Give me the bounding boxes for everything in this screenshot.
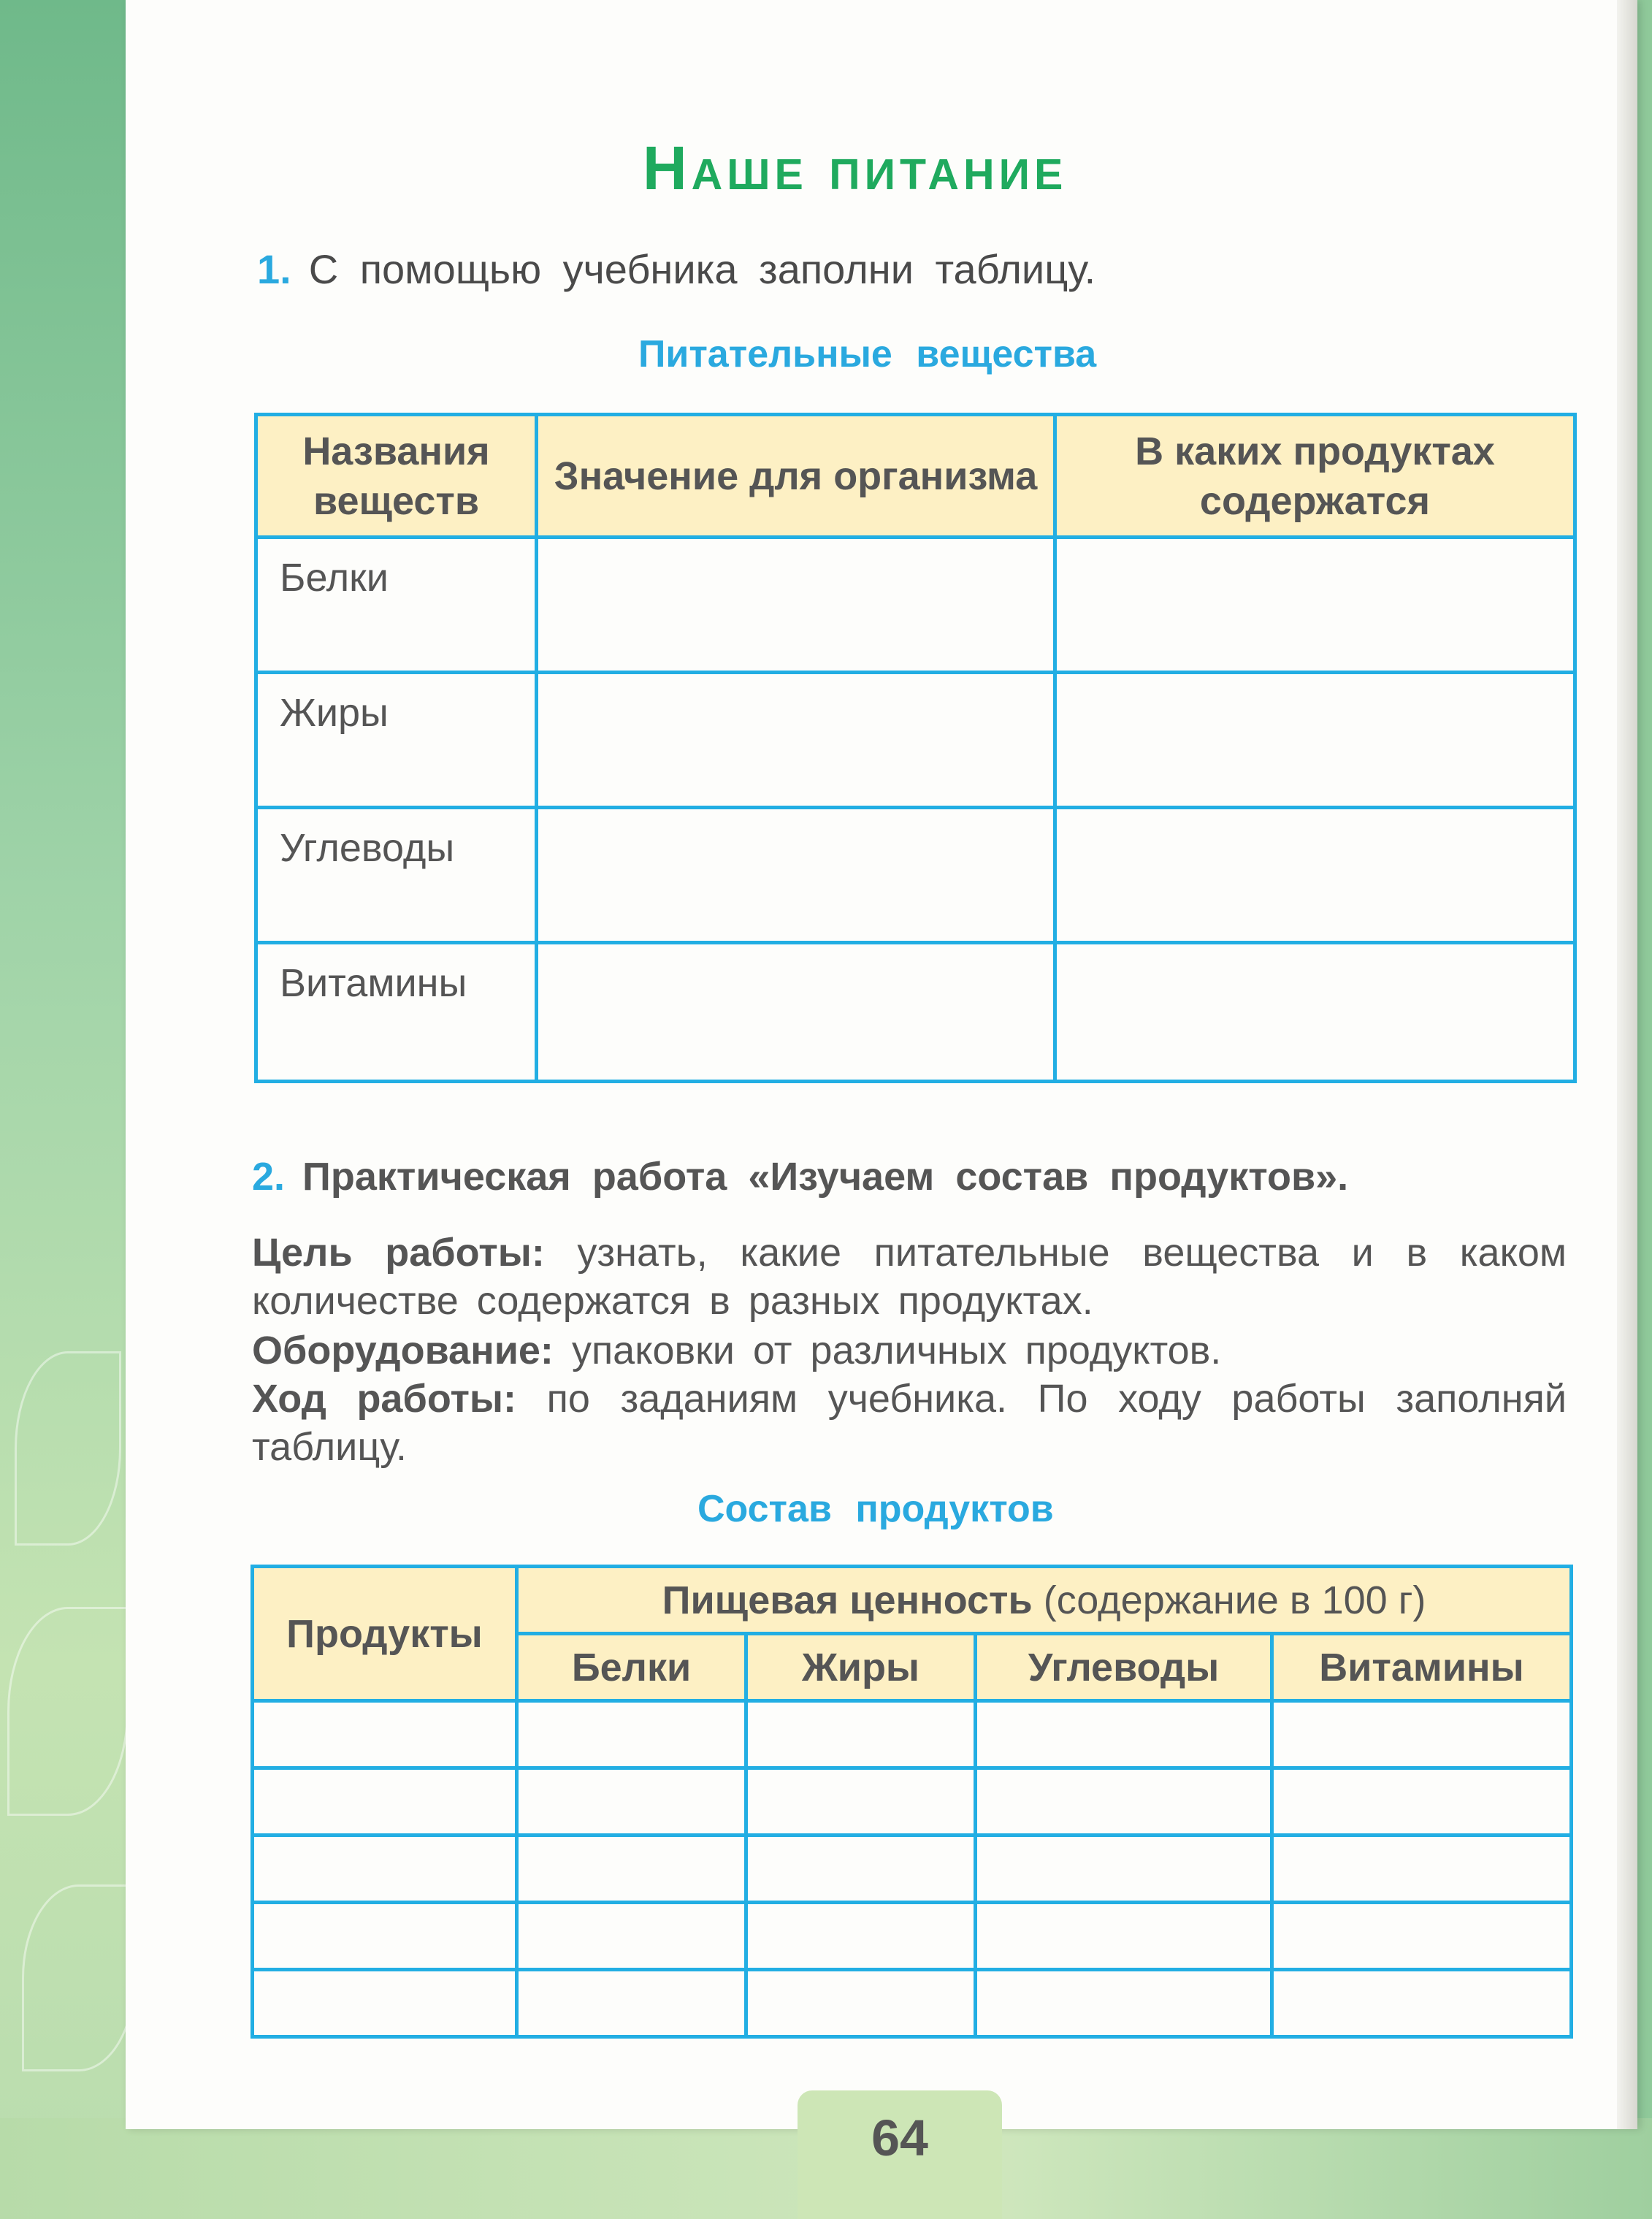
equipment-label: Оборудование: — [252, 1329, 554, 1372]
page-number: 64 — [798, 2090, 1002, 2219]
cell-input[interactable] — [253, 1836, 517, 1903]
cell-input[interactable] — [1055, 673, 1575, 808]
header-products: Продукты — [253, 1567, 517, 1701]
cell-input[interactable] — [1055, 808, 1575, 943]
cell-input[interactable] — [976, 1970, 1272, 2037]
page-edge — [1617, 0, 1637, 2129]
progress-text: по заданиям учебника. По ходу работы заполняй таблицу. — [252, 1377, 1567, 1469]
header-nutritional-value-note: (содержание в 100 г) — [1043, 1578, 1426, 1622]
task-2-title: Практическая работа «Изучаем состав продуктов». — [302, 1155, 1349, 1199]
cell-input[interactable] — [1055, 943, 1575, 1082]
goal-paragraph — [252, 1229, 1567, 1325]
goal-label: Цель работы: — [252, 1231, 545, 1275]
cell-input[interactable] — [517, 1970, 746, 2037]
header-proteins: Белки — [517, 1634, 746, 1701]
cell-input[interactable] — [746, 1836, 976, 1903]
task-1-text: С помощью учебника заполни таблицу. — [308, 246, 1096, 292]
cell-input[interactable] — [746, 1768, 976, 1836]
header-nutritional-value — [517, 1567, 1572, 1634]
task-2-heading — [252, 1154, 1348, 1199]
cell-input[interactable] — [746, 1970, 976, 2037]
task-1-number: 1. — [257, 246, 291, 292]
goal-text: узнать, какие питательные вещества и в каком количестве содержатся в разных продуктах. — [252, 1231, 1567, 1323]
cell-input[interactable] — [976, 1903, 1272, 1970]
equipment-text: упаковки от различных продуктов. — [571, 1329, 1222, 1372]
header-carbs: Углеводы — [976, 1634, 1272, 1701]
cell-input[interactable] — [1055, 538, 1575, 673]
cell-input[interactable] — [1272, 1903, 1572, 1970]
leaf-decoration — [15, 1351, 121, 1546]
leaf-decoration — [7, 1607, 129, 1816]
table-1-caption: Питательные вещества — [638, 333, 1097, 375]
header-products: В каких продуктах содержатся — [1055, 415, 1575, 538]
cell-input[interactable] — [746, 1903, 976, 1970]
row-label-proteins: Белки — [256, 538, 537, 673]
row-label-carbs: Углеводы — [256, 808, 537, 943]
progress-paragraph — [252, 1375, 1567, 1471]
row-label-fats: Жиры — [256, 673, 537, 808]
header-importance: Значение для организма — [537, 415, 1055, 538]
cell-input[interactable] — [253, 1701, 517, 1768]
task-1 — [257, 245, 1095, 293]
nutrients-table — [254, 413, 1577, 1083]
cell-input[interactable] — [746, 1701, 976, 1768]
task-2-number: 2. — [252, 1155, 286, 1199]
leaf-decoration — [22, 1884, 136, 2071]
cell-input[interactable] — [253, 1970, 517, 2037]
progress-label: Ход работы: — [252, 1377, 517, 1421]
cell-input[interactable] — [976, 1701, 1272, 1768]
header-fats: Жиры — [746, 1634, 976, 1701]
equipment-paragraph — [252, 1326, 1567, 1375]
cell-input[interactable] — [1272, 1836, 1572, 1903]
cell-input[interactable] — [537, 943, 1055, 1082]
header-substance-names: Названия веществ — [256, 415, 537, 538]
cell-input[interactable] — [537, 538, 1055, 673]
cell-input[interactable] — [253, 1768, 517, 1836]
cell-input[interactable] — [537, 808, 1055, 943]
cell-input[interactable] — [976, 1836, 1272, 1903]
page-title: Наше питание — [643, 134, 1068, 202]
cell-input[interactable] — [517, 1768, 746, 1836]
header-nutritional-value-bold: Пищевая ценность — [662, 1578, 1033, 1622]
product-composition-table — [251, 1565, 1573, 2039]
cell-input[interactable] — [537, 673, 1055, 808]
header-vitamins: Витамины — [1272, 1634, 1572, 1701]
cell-input[interactable] — [517, 1903, 746, 1970]
cell-input[interactable] — [1272, 1768, 1572, 1836]
cell-input[interactable] — [517, 1701, 746, 1768]
cell-input[interactable] — [253, 1903, 517, 1970]
row-label-vitamins: Витамины — [256, 943, 537, 1082]
cell-input[interactable] — [1272, 1970, 1572, 2037]
cell-input[interactable] — [976, 1768, 1272, 1836]
cell-input[interactable] — [1272, 1701, 1572, 1768]
table-2-caption: Состав продуктов — [697, 1488, 1054, 1530]
cell-input[interactable] — [517, 1836, 746, 1903]
